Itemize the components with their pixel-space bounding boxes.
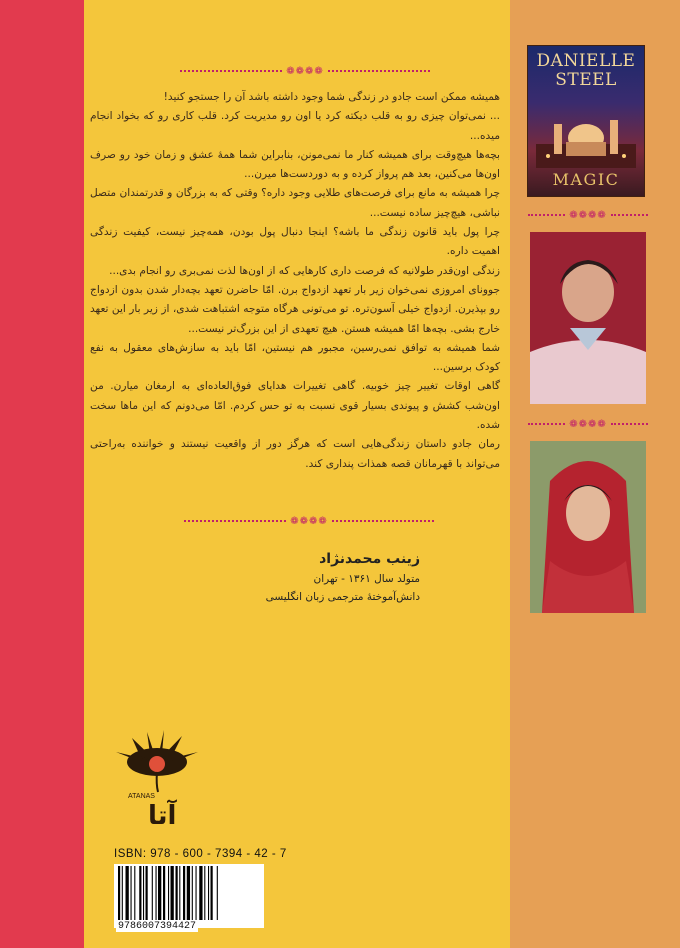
blurb-paragraph: چرا پول باید قانون زندگی ما باشه؟ اینجا دنبال پول بودن، همه‌چیز نیست، کیفیت زندگی اهمیت داره. (90, 226, 500, 258)
publisher-logo (112, 730, 202, 834)
translator-education: دانش‌آموختهٔ مترجمی زبان انگلیسی (265, 591, 420, 603)
isbn-label: ISBN: 978 - 600 - 7394 - 42 - 7 (114, 848, 287, 860)
publisher-name: آتا (148, 801, 177, 831)
blurb-paragraph: ... نمی‌توان چیزی رو به قلب دیکته کرد یا اون رو مدیریت کرد. قلب کاری رو که بخواد انجام میده... (90, 110, 500, 142)
blurb-paragraph: رمان جادو داستان زندگی‌هایی است که هرگز دور از واقعیت نیستند و خواننده به‌راحتی می‌تواند با قهرمانان قصه همذات پنداری کند. (90, 438, 500, 470)
cover-title: MAGIC (552, 170, 620, 189)
ornament-icon: ❁❁❁❁ (290, 515, 328, 527)
translator-info (230, 548, 420, 606)
right-ornament-divider (528, 419, 648, 429)
flower-icon (116, 730, 198, 792)
blurb-paragraph: شما همیشه به توافق نمی‌رسین، مجبور هم نیستین، امّا باید به سازش‌های معقول به نفع کودک برسین... (90, 341, 500, 374)
author-portrait-image (530, 232, 646, 404)
cover-author: DANIELLE STEEL (536, 51, 636, 90)
original-book-cover (528, 46, 644, 196)
blurb-paragraph: گاهی اوقات تغییر چیز خوبیه. گاهی تغییرات هدایای فوق‌العاده‌ای به ارمغان میارن. من اون‌شب کشش و پیوندی بسیار قوی نسبت به تو حس کردم. امّا می‌دونم که این ماها سخت شده. (90, 380, 500, 432)
blurb-paragraph: بچه‌ها هیچ‌وقت برای همیشه کنار ما نمی‌مونن، بنابراین شما همهٔ عشق و زمان خود رو صرف اون‌ها می‌کنین، بعد هم پرواز کرده و به دوردست‌ها میرن... (90, 148, 500, 181)
publisher-tag: ATANAS (128, 793, 155, 800)
blurb-paragraph: چرا همیشه به مانع برای فرصت‌های طلایی وجود داره؟ وقتی که به بزرگان و قدرتمندان متصل نباشی، هیچ‌چیز ساده نیست... (90, 187, 500, 219)
right-ornament-divider (528, 210, 648, 220)
blurb-paragraph: زندگی اون‌قدر طولانیه که فرصت داری کارهایی که از اون‌ها لذت نمی‌بری رو انجام بدی... (109, 264, 500, 277)
blurb-paragraph: همیشه ممکن است جادو در زندگی شما وجود داشته باشد آن را جستجو کنید! (163, 91, 500, 103)
top-ornament-divider (180, 66, 430, 76)
ornament-icon: ❁❁❁❁ (569, 418, 607, 430)
barcode-digits: 9786007394427 (118, 921, 197, 932)
left-color-strip (0, 0, 84, 948)
ornament-icon: ❁❁❁❁ (569, 209, 607, 221)
translator-portrait-image (530, 441, 646, 613)
translator-birth: متولد سال ۱۳۶۱ - تهران (313, 573, 420, 585)
back-cover-blurb (90, 88, 500, 474)
barcode-icon (114, 864, 264, 928)
translator-name: زینب محمدنژاد (319, 551, 420, 567)
ornament-icon: ❁❁❁❁ (286, 65, 324, 77)
blurb-paragraph: جوونای امروزی نمی‌خوان زیر بار تعهد ازدواج برن. امّا حاضرن تعهد بچه‌دار شدن بدون ازدواج رو بپذیرن. ازدواج خیلی آسون‌تره. تو می‌تونی هرگاه متوجه اشتباهت شدی، از زیر بار این تعهد خارج بشی. بچه‌ها امّا همیشه هستن. هیچ تعهدی از این بزرگ‌تر نیست... (90, 283, 500, 335)
author-photo (530, 232, 646, 404)
translator-photo (530, 441, 646, 613)
bottom-ornament-divider (184, 516, 434, 526)
cover-palace-illustration (536, 106, 636, 168)
